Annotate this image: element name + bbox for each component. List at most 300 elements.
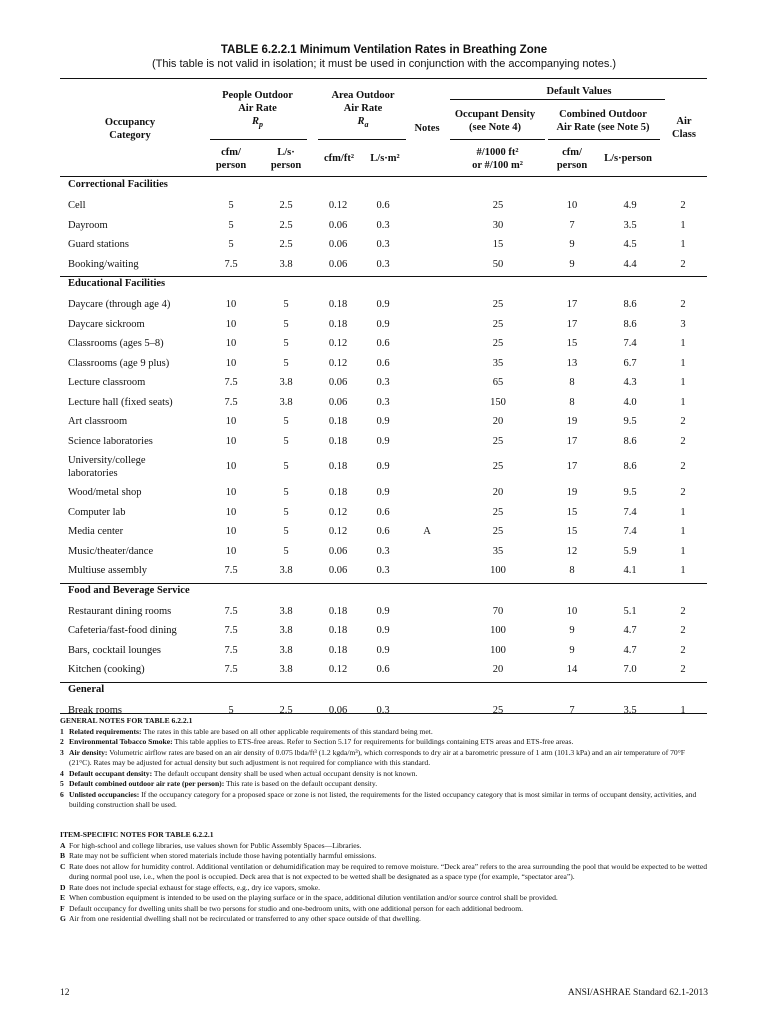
value-cell-ra1: 0.18 [328,487,348,498]
value-cell-c1: 8 [569,377,575,388]
value-cell-rp1: 10 [225,545,237,557]
value-cell-ra2: 0.9 [376,605,390,617]
note-text: Rate may not be sufficient when stored materials include those having potentially harmful emissions. [69,851,377,860]
unit-density: #/1000 ft² or #/100 m² [472,147,523,171]
value-cell-c2: 8.6 [623,461,637,472]
value-cell-c2: 8.6 [623,299,637,310]
note-text [69,769,417,780]
value-cell-ac: 1 [680,239,686,250]
general-note [60,748,708,769]
general-notes [60,716,708,811]
value-cell-c1: 17 [566,299,578,310]
value-cell-d: 70 [492,605,504,617]
section-divider [60,276,707,277]
section-heading: Educational Facilities [68,278,166,289]
value-cell-c2: 9.5 [623,487,637,498]
note-body: Volumetric airflow rates are based on an air density of 0.075 lbda/ft³ (1.2 kgda/m³), which corresponds to dry air at a barometric pressure of 1 atm (101.3 kPa) and an air temperature of 70°F (21°C). Rates may be adjusted for actual density but such adjustment is not required for compliance with this standard. [69,747,685,767]
value-cell-ac: 1 [680,545,686,557]
value-cell-c2: 9.5 [623,416,637,427]
note-key: F [60,903,65,913]
value-cell-d: 100 [490,565,506,576]
value-cell-rp2: 5 [283,338,289,349]
value-cell-c1: 14 [566,664,578,675]
value-cell-ac: 1 [680,338,686,349]
page-number: 12 [60,988,70,998]
value-cell-rp1: 5 [228,239,234,250]
value-cell-ra2: 0.6 [376,338,390,349]
occupancy-category-cell: Art classroom [68,416,128,427]
value-cell-ac: 1 [680,526,686,537]
occupancy-category-cell: Cell [68,200,86,211]
value-cell-c2: 4.7 [623,644,637,656]
value-cell-c1: 10 [566,200,578,211]
occupancy-category-cell: Dayroom [68,219,108,231]
value-cell-rp2: 3.8 [279,377,293,388]
value-cell-c1: 13 [566,357,578,369]
value-cell-rp2: 2.5 [279,704,293,716]
value-cell-rp1: 10 [225,526,237,537]
value-cell-ra2: 0.6 [376,200,390,211]
value-cell-d: 30 [492,219,504,231]
note-key: C [60,861,66,871]
value-cell-d: 25 [492,318,504,330]
value-cell-c2: 4.4 [623,258,637,270]
note-key: 6 [60,789,64,799]
value-cell-d: 25 [492,526,504,537]
value-cell-d: 25 [492,461,504,472]
value-cell-ac: 2 [680,258,686,270]
value-cell-c1: 9 [569,239,575,250]
value-cell-ra1: 0.06 [328,565,348,576]
value-cell-d: 100 [490,625,506,636]
value-cell-ra1: 0.12 [328,200,348,211]
item-notes-list [60,841,708,925]
note-key: 4 [60,768,64,778]
value-cell-rp1: 7.5 [224,605,238,617]
value-cell-c2: 8.6 [623,318,637,330]
value-cell-rp2: 2.5 [279,200,293,211]
value-cell-ra2: 0.3 [376,377,390,388]
value-cell-ra2: 0.9 [376,487,390,498]
note-body: If the occupancy category for a proposed space or zone is not listed, the requirements for the listed occupancy category that is most similar in terms of occupant density, activities, and building construction shall be used. [69,789,697,809]
section-heading: Correctional Facilities [68,179,168,190]
value-cell-c1: 9 [569,644,575,656]
note-text: When combustion equipment is intended to be used on the playing surface or in the space, additional dilution ventilation and/or source control shall be provided. [69,893,558,902]
value-cell-c2: 3.5 [623,219,637,231]
general-note [60,727,708,738]
value-cell-ra1: 0.06 [328,396,348,408]
unit-ls-person: L/s· person [270,147,302,171]
occupancy-category-cell: Restaurant dining rooms [68,605,172,617]
value-cell-rp2: 5 [283,435,289,447]
value-cell-ra2: 0.6 [376,526,390,537]
value-cell-rp1: 7.5 [224,258,238,270]
note-key: G [60,914,66,923]
occupancy-category-cell: Booking/waiting [68,258,139,270]
occupancy-category-cell: Science laboratories [68,435,153,447]
value-cell-rp2: 5 [283,526,289,537]
occupancy-category-cell: Media center [68,526,124,537]
value-cell-ac: 2 [680,605,686,617]
value-cell-d: 25 [492,704,504,716]
value-cell-c1: 17 [566,435,578,447]
value-cell-rp1: 7.5 [224,377,238,388]
value-cell-ac: 2 [680,416,686,427]
occupancy-category-cell: Lecture hall (fixed seats) [68,396,173,408]
value-cell-c1: 19 [566,416,578,427]
value-cell-rp1: 10 [225,357,237,369]
value-cell-ac: 2 [680,299,686,310]
value-cell-c1: 17 [566,461,578,472]
general-notes-heading: GENERAL NOTES FOR TABLE 6.2.2.1 [60,716,193,725]
unit-cfm-ft2: cfm/ft² [324,153,354,164]
value-cell-ac: 2 [680,200,686,211]
occupancy-category-cell: Daycare (through age 4) [68,299,171,310]
note-label: Default combined outdoor air rate (per person): [69,779,225,788]
note-text: Default occupancy for dwelling units shall be two persons for studio and one-bedroom units, with one additional person for each additional bedroom. [69,903,524,913]
value-cell-d: 35 [492,357,504,369]
value-cell-c2: 4.3 [623,377,637,388]
value-cell-ra2: 0.6 [376,664,390,675]
value-cell-ac: 1 [680,565,686,576]
value-cell-ac: 3 [680,318,686,330]
value-cell-c1: 9 [569,625,575,636]
header-combined-rate: Combined Outdoor Air Rate (see Note 5) [556,109,650,133]
note-label: Environmental Tobacco Smoke: [69,737,173,746]
item-note [60,883,708,894]
value-cell-c2: 4.0 [623,396,637,408]
value-cell-c2: 7.4 [623,526,637,537]
value-cell-d: 100 [490,644,506,656]
table-title: TABLE 6.2.2.1 Minimum Ventilation Rates in Breathing Zone [220,44,548,56]
value-cell-d: 25 [492,200,504,211]
area-rate-rule [318,139,406,140]
value-cell-c1: 12 [566,545,578,557]
value-cell-d: 25 [492,338,504,349]
value-cell-rp2: 5 [283,461,289,472]
note-body: The default occupant density shall be used when actual occupant density is not known. [152,768,418,778]
header-bottom-rule [60,176,707,177]
value-cell-ra1: 0.18 [328,644,348,656]
value-cell-ra2: 0.9 [376,644,390,656]
value-cell-ra2: 0.3 [376,565,390,576]
value-cell-d: 20 [492,664,504,675]
value-cell-rp2: 5 [283,357,289,369]
value-cell-ac: 1 [680,219,686,231]
value-cell-ra1: 0.06 [328,239,348,250]
item-note [60,841,708,852]
value-cell-rp1: 5 [228,200,234,211]
value-cell-rp2: 3.8 [279,258,293,270]
value-cell-rp2: 3.8 [279,396,293,408]
value-cell-rp1: 10 [225,506,237,518]
value-cell-ra2: 0.9 [376,299,390,310]
header-people-rate: People Outdoor Air Rate $R_p$ [205,89,310,131]
value-cell-c2: 8.6 [623,435,637,447]
note-key: D [60,882,66,892]
table-bottom-rule [60,713,707,714]
note-key: B [60,851,66,860]
value-cell-ac: 2 [680,487,686,498]
note-text: Air from one residential dwelling shall not be recirculated or transferred to any other space outside of that dwelling. [69,914,421,923]
value-cell-ra1: 0.12 [328,526,348,537]
value-cell-rp1: 10 [225,435,237,447]
note-body: The rates in this table are based on all other applicable requirements of this standard being met. [141,726,433,736]
value-cell-ra2: 0.3 [376,258,390,270]
value-cell-rp2: 5 [283,416,289,427]
note-key: E [60,893,66,902]
value-cell-rp2: 3.8 [279,625,293,636]
item-note [60,893,708,904]
value-cell-rp1: 10 [225,338,237,349]
item-note [60,862,708,883]
value-cell-d: 20 [492,487,504,498]
note-text [69,790,708,811]
value-cell-c1: 9 [569,258,575,270]
value-cell-c2: 7.0 [623,664,637,675]
note-label: Unlisted occupancies: [69,789,140,799]
value-cell-ra1: 0.12 [328,664,348,675]
header-occupant-density: Occupant Density (see Note 4) [454,109,536,133]
note-key: A [60,840,66,850]
value-cell-rp2: 3.8 [279,605,293,617]
value-cell-rp1: 5 [228,704,234,716]
header-occupancy-category: Occupancy Category [104,117,156,141]
item-note [60,914,708,925]
note-text: Rate does not allow for humidity control. Additional ventilation or dehumidification may be required to remove moisture. “Deck area” refers to the area surrounding the pool that would be expected to be wetted during normal pool use, i.e., when the pool is occupied. Deck area that is not expected to be wetted shall be designated as a space type (for example, “spectator area”). [69,861,708,881]
value-cell-rp1: 10 [225,299,237,310]
value-cell-ra1: 0.18 [328,299,348,310]
occupancy-category-cell: Daycare sickroom [68,318,145,330]
value-cell-ac: 2 [680,461,686,472]
value-cell-rp2: 5 [283,318,289,330]
value-cell-rp2: 5 [283,299,289,310]
unit-ls-m2: L/s·m² [370,153,400,164]
value-cell-c1: 10 [566,605,578,617]
rp-symbol: $R_p$ [251,116,263,130]
occupancy-category-cell: Music/theater/dance [68,545,154,557]
section-heading: Food and Beverage Service [68,584,190,596]
combined-rule [548,139,660,140]
general-note [60,769,708,780]
value-cell-c1: 15 [566,338,578,349]
value-cell-ra1: 0.12 [328,338,348,349]
value-cell-d: 25 [492,506,504,518]
table-subtitle: (This table is not valid in isolation; it must be used in conjunction with the accompanying notes.) [151,58,617,70]
value-cell-c2: 6.7 [623,357,637,369]
general-note [60,737,708,748]
value-cell-rp2: 3.8 [279,664,293,675]
value-cell-rp1: 7.5 [224,565,238,576]
occupancy-category-cell: Classrooms (ages 5–8) [68,338,164,349]
value-cell-ac: 1 [680,506,686,518]
section-heading: General [68,683,105,695]
item-notes-heading: ITEM-SPECIFIC NOTES FOR TABLE 6.2.2.1 [60,830,214,839]
value-cell-rp1: 10 [225,461,237,472]
value-cell-rp1: 7.5 [224,644,238,656]
unit-ls-person-combined: L/s·person [604,153,652,164]
value-cell-ra1: 0.12 [328,357,348,369]
people-rate-rule [210,139,307,140]
value-cell-c2: 7.4 [623,338,637,349]
value-cell-d: 150 [490,396,506,408]
value-cell-rp2: 5 [283,487,289,498]
item-notes [60,830,708,925]
value-cell-c1: 7 [569,704,575,716]
note-text [69,727,433,738]
item-note [60,904,708,915]
value-cell-c2: 5.9 [623,545,637,557]
note-key: 2 [60,737,64,746]
value-cell-c2: 3.5 [623,704,637,716]
general-note [60,779,708,790]
value-cell-ac: 1 [680,396,686,408]
section-divider [60,682,707,683]
general-notes-list [60,727,708,811]
header-notes: Notes [414,123,440,134]
note-label: Related requirements: [69,726,142,736]
value-cell-ra1: 0.18 [328,318,348,330]
value-cell-ra2: 0.6 [376,506,390,518]
value-cell-ra2: 0.3 [376,545,390,557]
value-cell-ra1: 0.06 [328,219,348,231]
value-cell-ra1: 0.06 [328,704,348,716]
occupancy-category-cell: Kitchen (cooking) [68,664,145,675]
unit-cfm-person-combined: cfm/ person [556,147,588,171]
value-cell-d: 25 [492,299,504,310]
value-cell-d: 20 [492,416,504,427]
value-cell-ra2: 0.3 [376,396,390,408]
item-note [60,851,708,862]
value-cell-c2: 4.5 [623,239,637,250]
value-cell-d: 65 [492,377,504,388]
note-label: Air density: [69,747,108,757]
value-cell-rp2: 2.5 [279,239,293,250]
value-cell-n: A [423,526,431,537]
top-rule [60,78,707,79]
value-cell-ac: 2 [680,625,686,636]
occupancy-category-cell: University/college laboratories [68,455,146,479]
note-key: 1 [60,726,64,736]
value-cell-ra1: 0.06 [328,545,348,557]
value-cell-rp2: 3.8 [279,565,293,576]
value-cell-ra2: 0.9 [376,416,390,427]
occupancy-category-cell: Break rooms [68,704,122,716]
section-divider [60,583,707,584]
header-default-values: Default Values [546,86,612,97]
value-cell-c1: 19 [566,487,578,498]
value-cell-rp2: 5 [283,506,289,518]
value-cell-ra1: 0.12 [328,506,348,518]
value-cell-c2: 5.1 [623,605,637,617]
note-text [69,737,573,748]
value-cell-rp1: 7.5 [224,625,238,636]
value-cell-d: 25 [492,435,504,447]
occupancy-category-cell: Wood/metal shop [68,487,142,498]
value-cell-ra1: 0.18 [328,461,348,472]
value-cell-ra1: 0.18 [328,605,348,617]
value-cell-rp2: 3.8 [279,644,293,656]
value-cell-ra2: 0.9 [376,435,390,447]
value-cell-rp1: 10 [225,416,237,427]
unit-cfm-person: cfm/ person [215,147,247,171]
note-label: Default occupant density: [69,768,153,778]
occupancy-category-cell: Classrooms (age 9 plus) [68,357,170,369]
value-cell-ac: 2 [680,435,686,447]
ra-symbol: $R_a$ [357,116,369,130]
value-cell-ra1: 0.18 [328,625,348,636]
header-air-class: Air Class [672,116,696,140]
occupancy-category-cell: Multiuse assembly [68,565,148,576]
value-cell-ra2: 0.3 [376,239,390,250]
value-cell-c1: 15 [566,506,578,518]
value-cell-ra1: 0.06 [328,258,348,270]
occupancy-category-cell: Cafeteria/fast-food dining [68,625,177,636]
note-body: This rate is based on the default occupant density. [224,779,378,788]
occupancy-category-cell: Bars, cocktail lounges [68,644,162,656]
value-cell-rp1: 5 [228,219,234,231]
occupancy-category-cell: Computer lab [68,506,126,518]
note-key: 5 [60,779,64,788]
value-cell-rp1: 10 [225,487,237,498]
value-cell-rp2: 5 [283,545,289,557]
occupancy-category-cell: Guard stations [68,239,129,250]
default-values-rule [450,99,665,100]
value-cell-ra1: 0.18 [328,416,348,427]
note-text [69,779,377,790]
value-cell-ra2: 0.9 [376,461,390,472]
occupancy-category-cell: Lecture classroom [68,377,146,388]
value-cell-d: 50 [492,258,504,270]
note-body: This table applies to ETS-free areas. Refer to Section 5.17 for requirements for buildings containing ETS areas and ETS-free areas. [172,737,574,746]
value-cell-c1: 7 [569,219,575,231]
value-cell-ra2: 0.9 [376,625,390,636]
note-text: For high-school and college libraries, use values shown for Public Assembly Spaces—Libraries. [69,840,362,850]
standard-name: ANSI/ASHRAE Standard 62.1-2013 [567,988,708,998]
value-cell-c2: 4.7 [623,625,637,636]
value-cell-ac: 2 [680,664,686,675]
value-cell-ra2: 0.9 [376,318,390,330]
value-cell-c1: 17 [566,318,578,330]
note-text: Rate does not include special exhaust for stage effects, e.g., dry ice vapors, smoke. [69,882,321,892]
note-text [69,748,708,769]
value-cell-c1: 8 [569,396,575,408]
value-cell-ra1: 0.06 [328,377,348,388]
value-cell-c2: 7.4 [623,506,637,518]
value-cell-ra2: 0.6 [376,357,390,369]
value-cell-ra1: 0.18 [328,435,348,447]
value-cell-rp2: 2.5 [279,219,293,231]
value-cell-c2: 4.9 [623,200,637,211]
value-cell-rp1: 7.5 [224,664,238,675]
value-cell-ac: 1 [680,357,686,369]
value-cell-rp1: 10 [225,318,237,330]
value-cell-c1: 8 [569,565,575,576]
value-cell-ra2: 0.3 [376,704,390,716]
density-rule [450,139,545,140]
value-cell-d: 15 [492,239,504,250]
value-cell-c2: 4.1 [623,565,637,576]
general-note [60,790,708,811]
value-cell-d: 35 [492,545,504,557]
value-cell-ac: 2 [680,644,686,656]
value-cell-c1: 15 [566,526,578,537]
value-cell-ac: 1 [680,377,686,388]
value-cell-ra2: 0.3 [376,219,390,231]
header-area-rate: Area Outdoor Air Rate $R_a$ [318,89,408,131]
note-key: 3 [60,747,64,757]
value-cell-rp1: 7.5 [224,396,238,408]
